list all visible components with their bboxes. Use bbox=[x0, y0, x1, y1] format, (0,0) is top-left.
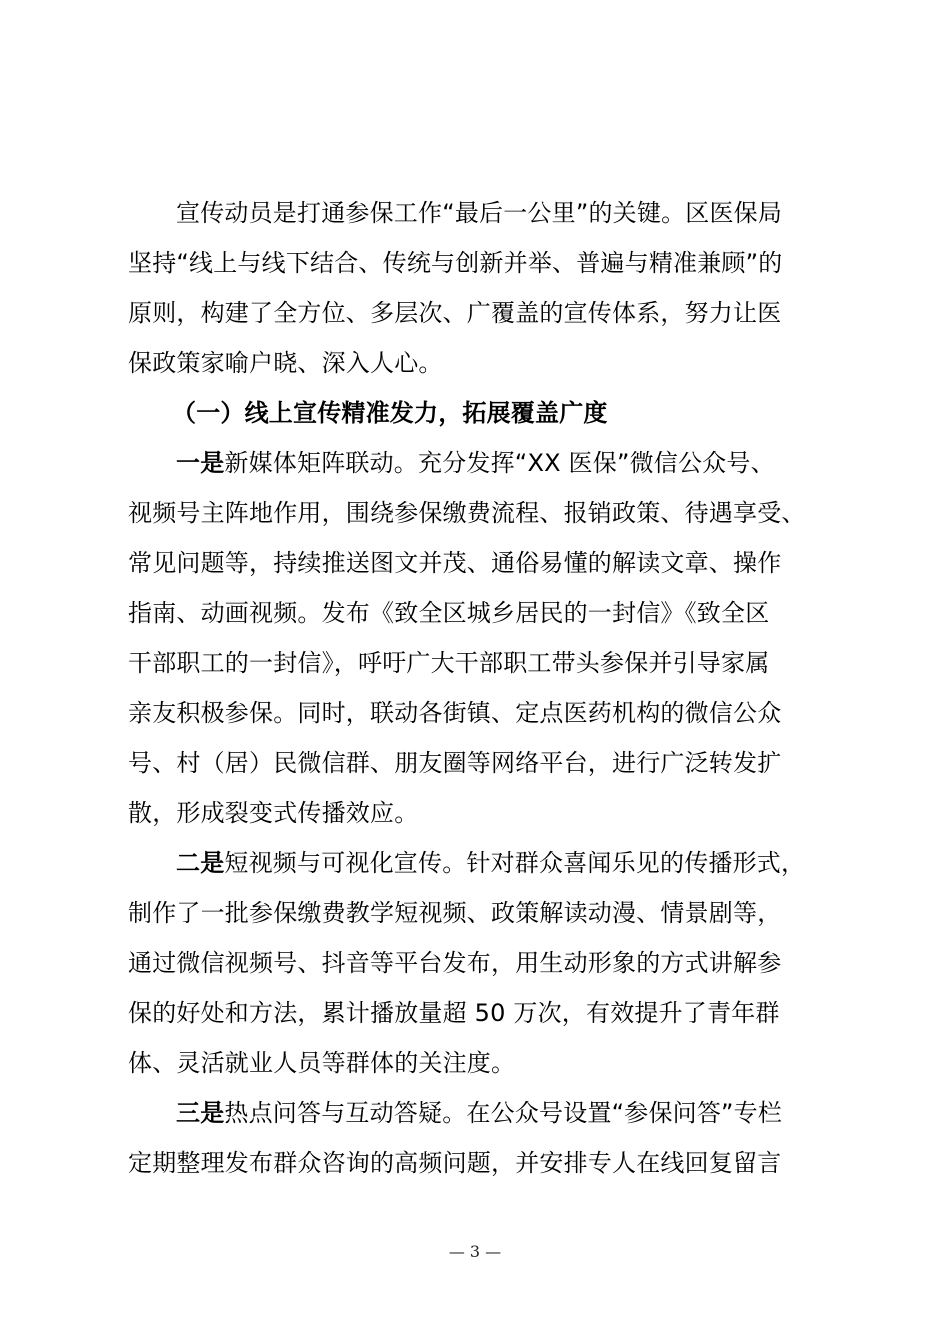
text-line: 号、村（居）民微信群、朋友圈等网络平台，进行广泛转发扩 bbox=[128, 749, 782, 777]
intro-paragraph bbox=[128, 188, 828, 388]
text-line: 散，形成裂变式传播效应。 bbox=[128, 799, 419, 827]
text-line: 保政策家喻户晓、深入人心。 bbox=[128, 349, 443, 377]
text-line: 制作了一批参保缴费教学短视频、政策解读动漫、情景剧等， bbox=[128, 899, 782, 927]
item-first-line: 新媒体矩阵联动。充分发挥“XX 医保”微信公众号、 bbox=[224, 449, 775, 477]
document-page bbox=[128, 188, 828, 1188]
item-lead: 一是 bbox=[176, 449, 225, 477]
text-line: 亲友积极参保。同时，联动各街镇、定点医药机构的微信公众 bbox=[128, 699, 782, 727]
text-line: 宣传动员是打通参保工作“最后一公里”的关键。区医保局 bbox=[176, 199, 783, 227]
item-paragraph-2 bbox=[128, 838, 828, 1088]
item-paragraph-3 bbox=[128, 1088, 828, 1188]
item-paragraph-1 bbox=[128, 438, 828, 838]
item-first-line: 热点问答与互动答疑。在公众号设置“参保问答”专栏 bbox=[224, 1099, 783, 1127]
item-first-line: 短视频与可视化宣传。针对群众喜闻乐见的传播形式， bbox=[224, 849, 806, 877]
text-line bbox=[128, 1088, 828, 1138]
section-heading: （一）线上宣传精准发力，拓展覆盖广度 bbox=[172, 399, 608, 427]
text-line: 坚持“线上与线下结合、传统与创新并举、普遍与精准兼顾”的 bbox=[128, 249, 783, 277]
text-line bbox=[128, 438, 828, 488]
text-line: 体、灵活就业人员等群体的关注度。 bbox=[128, 1049, 516, 1077]
text-line: 视频号主阵地作用，围绕参保缴费流程、报销政策、待遇享受、 bbox=[128, 499, 806, 527]
text-line: 原则，构建了全方位、多层次、广覆盖的宣传体系，努力让医 bbox=[128, 299, 782, 327]
text-line bbox=[128, 838, 828, 888]
item-lead: 二是 bbox=[176, 849, 225, 877]
text-line: 指南、动画视频。发布《致全区城乡居民的一封信》《致全区 bbox=[128, 599, 770, 627]
item-lead: 三是 bbox=[176, 1099, 225, 1127]
text-line: 常见问题等，持续推送图文并茂、通俗易懂的解读文章、操作 bbox=[128, 549, 782, 577]
text-line: 保的好处和方法，累计播放量超 50 万次，有效提升了青年群 bbox=[128, 999, 780, 1027]
page-number: — 3 — bbox=[448, 1242, 502, 1261]
text-line: 通过微信视频号、抖音等平台发布，用生动形象的方式讲解参 bbox=[128, 949, 782, 977]
text-line: 干部职工的一封信》，呼吁广大干部职工带头参保并引导家属 bbox=[128, 649, 770, 677]
text-line: 定期整理发布群众咨询的高频问题，并安排专人在线回复留言 bbox=[128, 1149, 782, 1177]
